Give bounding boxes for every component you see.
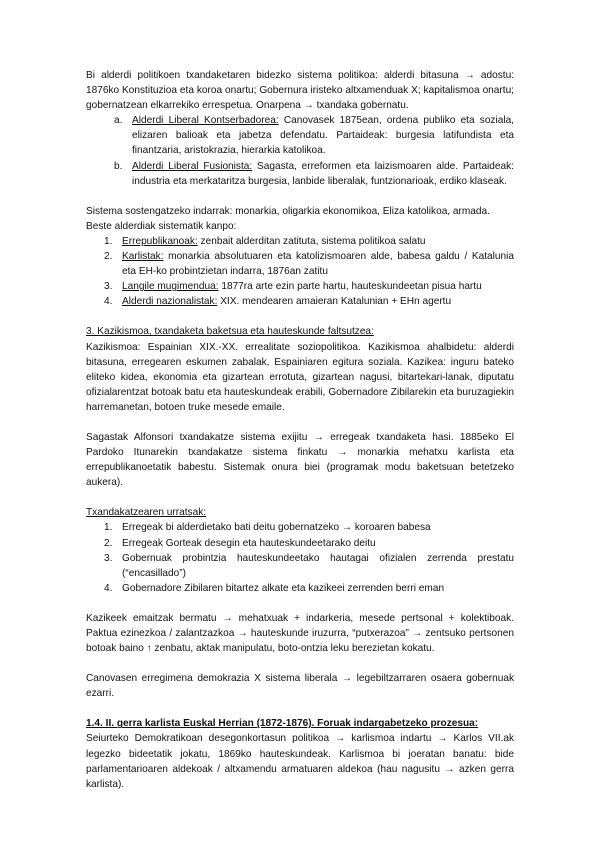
step-text: Gobernuak probintzia hauteskundeetako hautagai ofizialen zerrenda prestatu (“encasillado”)	[122, 552, 514, 579]
canovas-paragraph: Canovasen erregimena demokrazia X sistema liberala → legebiltzarraren osaera gobernuak ezarri.	[86, 673, 514, 700]
party-name: Karlistak:	[122, 251, 164, 263]
party-description: XIX. mendearen amaieran Katalunian + EHn agertu	[217, 296, 452, 308]
party-description: zenbait alderditan zatituta, sistema politikoa salatu	[197, 235, 426, 247]
party-description: 1877ra arte ezin parte hartu, hauteskundeetan pisua hartu	[218, 281, 482, 293]
list-item	[86, 279, 514, 294]
list-marker: 3.	[104, 552, 113, 564]
kazikismoa-paragraph: Kazikismoa: Espainian XIX.-XX. errealitate soziopolitikoa. Kazikismoa ahalbidetu: alderdi bitasuna, erregearen eskumen zabalak, Espainiaren egitura soziala. Kazikea: inguru bateko eliteko kidea, ekonomia eta gizartean errotuta, gizartean nagusi, bitartekari-lanak, diputatu ofizialarentzat botoak batu eta hauteskundeak erabili, Gobernadore Zibilarekin eta buruzagiekin harremanetan, botoen truke mesede emaile.	[86, 341, 514, 413]
party-description: Canovasek 1875ean, ordena publiko eta soziala, elizaren balioak eta jabetza defendatu. Partaideak: burgesia latifundista eta finantzaria, aristokrazia, hierarkia katolikoa.	[132, 115, 514, 157]
list-marker: 4.	[104, 582, 113, 594]
party-description: Sagasta, erreformen eta laizismoaren alde. Partaideak: industria eta merkataritza burgesia, lanbide liberalak, funtzionarioak, erdiko klaseak.	[132, 160, 514, 187]
list-item	[86, 551, 514, 581]
list-marker: 2.	[104, 537, 113, 549]
list-item	[86, 536, 514, 551]
section-3-title: 3. Kazikismoa, txandaketa baketsua eta hauteskunde faltsutzea:	[86, 326, 374, 338]
list-item	[86, 520, 514, 535]
party-name: Errepublikanoak:	[122, 235, 198, 247]
seiurteko-paragraph: Seiurteko Demokratikoan desegonkortasun politikoa → karlismoa indartu → Karlos VII.ak legezko bideetatik jokatu, 1869ko hauteskundeak. Karlismoa bi joeratan banatu: bide parlamentarioaren aldekoak / altxamendu armatuaren aldekoa (hau nagusitu → azken gerra karlista).	[86, 733, 514, 790]
step-text: Gobernadore Zibilaren bitartez alkate eta kazikeei zerrenden berri eman	[122, 582, 445, 594]
list-marker: b.	[114, 160, 123, 172]
list-item	[86, 159, 514, 189]
steps-list	[86, 520, 514, 595]
list-marker: 3.	[104, 281, 113, 293]
list-marker: 2.	[104, 251, 113, 263]
party-name: Alderdi Liberal Kontserbadorea:	[132, 115, 279, 127]
list-marker: 1.	[104, 522, 113, 534]
step-text: Erregeak Gorteak desegin eta hauteskundeetarako deitu	[122, 537, 376, 549]
list-item	[86, 581, 514, 596]
excluded-party-list	[86, 234, 514, 309]
sagasta-paragraph: Sagastak Alfonsori txandakatze sistema exijitu → erregeak txandaketa hasi. 1885eko El Pardoko Itunarekin txandakatze sistema finkatu → monarkia mehatxu karlista eta errepublikanoetatik babestu. Sistemak onura biei (programak modu baketsuan betetzeko aukera).	[86, 431, 514, 489]
list-marker: a.	[114, 115, 123, 127]
party-name: Langile mugimendua:	[122, 281, 219, 293]
party-name: Alderdi Liberal Fusionista:	[132, 160, 253, 172]
step-text: Erregeak bi alderdietako bati deitu gobernatzeko → koroaren babesa	[122, 522, 431, 534]
list-item	[86, 294, 514, 309]
intro-paragraph: Bi alderdi politikoen txandaketaren bidezko sistema politikoa: alderdi bitasuna → adostu: 1876ko Konstituzioa eta koroa onartu; Gobernura iristeko altxamenduak X; kapitalismoa onartu; gobernatzean elkarrekiko errespetua. Onarpena → txandaka gobernatu.	[86, 70, 514, 112]
list-marker: 4.	[104, 296, 113, 308]
steps-title: Txandakatzearen urratsak:	[86, 507, 207, 519]
section-1-4-title: 1.4. II. gerra karlista Euskal Herrian (1872-1876). Foruak indargabetzeko prozesua:	[86, 718, 479, 730]
kazikeek-paragraph: Kazikeek emaitzak bermatu → mehatxuak + indarkeria, mesede pertsonal + kolektiboak. Paktua ezinezkoa / zalantzazkoa → hauteskunde iruzurra, “putxerazoa” → zentsuko pertsonen botoak baino ↑ zenbatu, aktak manipulatu, boto-ontzia leku berezietan kokatu.	[86, 612, 514, 655]
support-paragraph: Sistema sostengatzeko indarrak: monarkia, oligarkia ekonomikoa, Eliza katolikoa, armada.	[86, 205, 490, 217]
party-name: Alderdi nazionalistak:	[122, 296, 218, 308]
list-item	[86, 113, 514, 158]
list-item	[86, 234, 514, 249]
party-description: monarkia absolutuaren eta katolizismoaren alde, babesa galdu / Katalunia eta EH-ko probintzietan indarra, 1876an zatitu	[122, 251, 514, 278]
excluded-heading: Beste alderdiak sistematik kanpo:	[86, 220, 237, 232]
list-item	[86, 249, 514, 279]
party-list	[86, 113, 514, 188]
list-marker: 1.	[104, 235, 113, 247]
document-page	[86, 68, 514, 792]
